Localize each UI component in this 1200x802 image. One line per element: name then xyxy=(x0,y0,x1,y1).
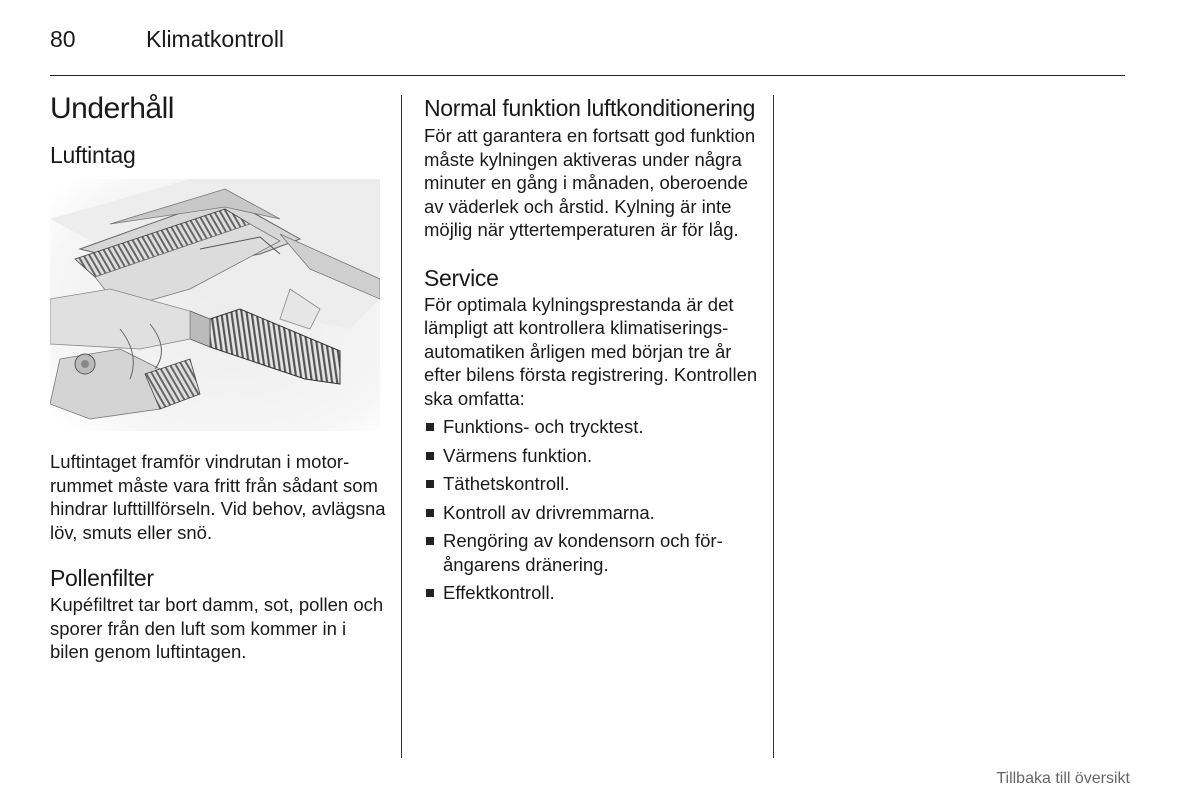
pollen-filter-text: Kupéfiltret tar bort damm, sot, pollen och sporer från den luft som kommer in i bilen genom luftintagen. xyxy=(50,594,384,662)
air-intake-heading: Luftintag xyxy=(50,142,136,168)
main-heading: Underhåll xyxy=(50,92,174,125)
list-item: Rengöring av kondensorn och förångarens dränering. xyxy=(424,529,764,576)
pollen-filter-heading: Pollenfilter xyxy=(50,565,154,591)
service-heading: Service xyxy=(424,264,499,291)
normal-function-text: För att garantera en fortsatt god funktion måste kylningen aktiveras under några minuter en gång i månaden, oberoende av väderlek och årstid. Kylning är inte möjlig när yttertemperaturen är för låg. xyxy=(424,125,756,240)
list-item: Täthetskontroll. xyxy=(424,472,764,496)
header-divider xyxy=(50,75,1125,76)
bullet-square-icon xyxy=(426,537,434,545)
bullet-square-icon xyxy=(426,423,434,431)
list-item: Kontroll av drivremmarna. xyxy=(424,501,764,525)
list-item: Effektkontroll. xyxy=(424,581,764,605)
list-item: Funktions- och trycktest. xyxy=(424,415,764,439)
left-column xyxy=(50,92,390,664)
bullet-square-icon xyxy=(426,509,434,517)
section-title: Klimatkontroll xyxy=(146,26,285,52)
service-text: För optimala kylningsprestanda är det lämpligt att kontrollera klimatiseringsautomatiken årligen med början tre år efter bilens första registrering. Kontrollen ska omfatta: xyxy=(424,293,758,409)
page-number: 80 xyxy=(50,26,76,52)
bullet-square-icon xyxy=(426,589,434,597)
normal-function-heading: Normal funktion luftkonditionering xyxy=(424,95,756,121)
back-to-overview-link[interactable]: Tillbaka till översikt xyxy=(996,770,1130,787)
air-intake-illustration xyxy=(50,179,380,431)
column-divider-right xyxy=(773,95,774,758)
bullet-square-icon xyxy=(426,452,434,460)
column-divider-left xyxy=(401,95,402,758)
air-intake-text: Luftintaget framför vindrutan i motorrummet måste vara fritt från sådant som hindrar lufttillförseln. Vid behov, avlägsna löv, smuts eller snö. xyxy=(50,451,386,543)
middle-column xyxy=(424,95,764,610)
list-item: Värmens funktion. xyxy=(424,444,764,468)
service-checklist xyxy=(424,415,764,605)
bullet-square-icon xyxy=(426,480,434,488)
